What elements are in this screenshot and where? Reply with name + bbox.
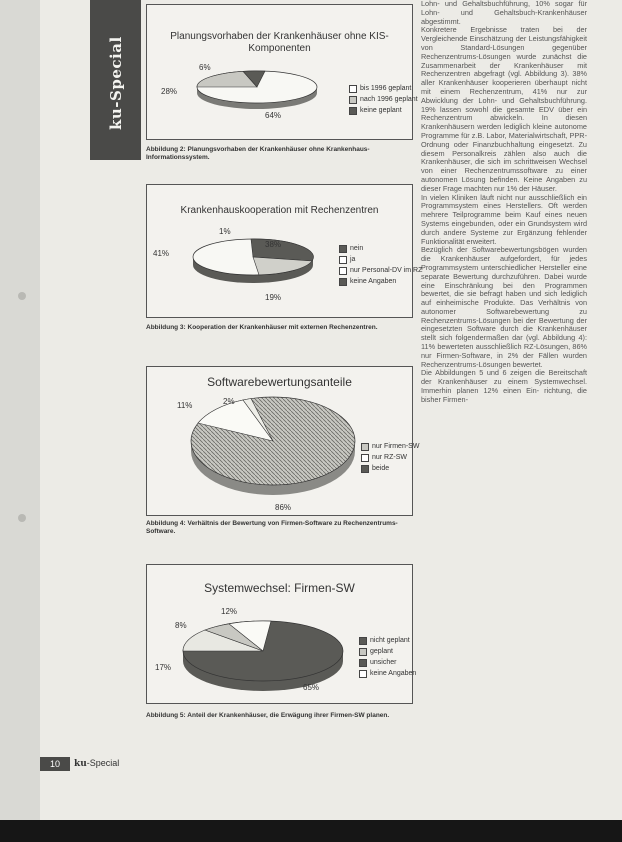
legend-item: ja: [339, 254, 422, 265]
legend-swatch: [359, 637, 367, 645]
figure-3-label-41: 41%: [153, 249, 170, 258]
legend-item: geplant: [359, 646, 416, 657]
figure-3-label-19: 19%: [265, 293, 282, 302]
legend-item: unsicher: [359, 657, 416, 668]
footer-brand: [74, 758, 119, 769]
figure-3: [146, 184, 423, 318]
binder-hole: [18, 292, 26, 300]
figure-5-label-8: 8%: [175, 621, 187, 630]
figure-2-legend: [349, 83, 418, 116]
figure-2-label-6: 6%: [199, 63, 211, 72]
figure-3-label-1: 1%: [219, 227, 231, 236]
legend-swatch: [359, 648, 367, 656]
figure-4-legend: [361, 441, 419, 474]
figure-2-title-line1: Planungsvorhaben der Krankenhäuser ohne KIS-: [170, 31, 389, 42]
figure-4-caption: Abbildung 4: Verhältnis der Bewertung von Firmen-Software zu Rechenzentrums-Software.: [146, 520, 398, 535]
legend-item: keine Angaben: [339, 276, 422, 287]
legend-swatch: [359, 670, 367, 678]
figure-5-label-17: 17%: [155, 663, 172, 672]
legend-item: keine geplant: [349, 105, 418, 116]
figure-4-label-86: 86%: [275, 503, 292, 512]
figure-5-caption: Abbildung 5: Anteil der Krankenhäuser, die Erwägung ihrer Firmen-SW planen.: [146, 712, 390, 719]
legend-swatch: [361, 454, 369, 462]
scan-bottom-edge: [0, 820, 622, 842]
legend-item: nach 1996 geplant: [349, 94, 418, 105]
footer-brand-suffix: -Special: [86, 758, 120, 768]
legend-item: nur RZ-SW: [361, 452, 419, 463]
figure-5: [146, 564, 417, 704]
legend-item: nein: [339, 243, 422, 254]
figure-5-legend: [359, 635, 416, 679]
legend-swatch: [361, 443, 369, 451]
figure-5-pie: [147, 565, 412, 703]
legend-item: bis 1996 geplant: [349, 83, 418, 94]
figure-2-label-28: 28%: [161, 87, 178, 96]
legend-item: keine Angaben: [359, 668, 416, 679]
figure-4-label-2: 2%: [223, 397, 235, 406]
figure-3-label-38: 38%: [265, 240, 282, 249]
figure-4: [146, 366, 420, 516]
legend-swatch: [361, 465, 369, 473]
body-paragraph: Die Abbildungen 5 und 6 zeigen die Bereitschaft der Krankenhäuser zu einem Systemwechsel. Immerhin planen 12% einen Ein- richtung, die bisher Firmen-: [421, 368, 587, 404]
legend-item: nicht geplant: [359, 635, 416, 646]
body-paragraph: Bezüglich der Softwarebewertungsbögen wurden die Krankenhäuser aufgefordert, für jedes Programmsystem unterschiedlicher Hersteller eine separate Bewertung durchzuführen. Dabei wurde eine Einschränkung bei den Programmen bewertet, die sie befragt haben und sich lediglich auf einheimische Produkte. Das Verhältnis von autonomer Softwarebewertung zu Rechenzentrums-Lösungen bei der Bewertung der eingesetzten Software durch die Krankenhäuser stellt sich folgendermaßen dar (vgl. Abbildung 4): 11% bewerteten ausschließlich RZ-Lösungen, 86% nur Firmen-Software, in 2% der Fällen wurden Rechenzentrums-Lösungen bewertet.: [421, 245, 587, 369]
figure-5-label-65: 65%: [303, 683, 320, 692]
figure-2-label-64: 64%: [265, 111, 282, 120]
legend-swatch: [339, 245, 347, 253]
figure-2: [146, 4, 418, 140]
sidebar-label: ku-Special: [107, 36, 125, 130]
legend-swatch: [349, 96, 357, 104]
binder-hole: [18, 514, 26, 522]
legend-swatch: [349, 107, 357, 115]
body-paragraph: Konkretere Ergebnisse traten bei der Vergleichende Einschätzung der Leistungsfähigkeit von Standard-Lösungen gegenüber Rechenzentrums-Lösungen wurde zunächst die Zusammenarbeit der Krankenhäuser mit Rechenzentren abgefragt (vgl. Abbildung 3). 38% aller Krankenhäuser kooperieren überhaupt nicht mit einem Rechenzentrum, 41% nur zur Abwicklung der Lohn- und Gehaltsbuchführung. 19% lassen sowohl die gesamte EDV über ein Rechenzentrum abwickeln. In diesen Krankenhäusern werden lediglich kleine autonome Programme für z.B. Labor, Materialwirtschaft, PPR-Ordnung oder Finanzbuchhaltung eingesetzt. Zu diesem Personalkreis zählen also auch die Krankenhäuser, die sich im schrittweisen Wechsel von einer Rechenzentrumssoftware zu einer autonomen Lösung befinden. Keine Angaben zu dieser Frage machten nur 1% der Häuser.: [421, 25, 587, 193]
legend-swatch: [339, 278, 347, 286]
figure-5-label-12: 12%: [221, 607, 238, 616]
legend-item: nur Personal-DV im RZ: [339, 265, 422, 276]
page-number: 10: [40, 757, 70, 771]
figure-3-caption: Abbildung 3: Kooperation der Krankenhäuser mit externen Rechenzentren.: [146, 324, 378, 331]
figure-3-legend: [339, 243, 422, 287]
figure-2-title-line2: Komponenten: [248, 43, 311, 54]
figure-4-label-11: 11%: [177, 401, 193, 410]
legend-item: beide: [361, 463, 419, 474]
figure-3-title: Krankenhauskooperation mit Rechenzentren: [180, 205, 379, 216]
figure-2-caption: Abbildung 2: Planungsvorhaben der Krankenhäuser ohne Krankenhaus-Informationssystem.: [146, 146, 370, 161]
footer-brand-prefix: ku: [74, 759, 87, 769]
legend-swatch: [359, 659, 367, 667]
figure-5-title: Systemwechsel: Firmen-SW: [204, 581, 355, 595]
legend-swatch: [339, 256, 347, 264]
legend-swatch: [349, 85, 357, 93]
body-paragraph: Lohn- und Gehaltsbuchführung, 10% sogar für Lohn- und Gehaltsbuch-Krankenhäuser abgestimmt.: [421, 0, 587, 26]
body-paragraph: In vielen Kliniken läuft nicht nur ausschließlich ein Programmsystem eines Herstellers. Oft werden mehrere Teilprogramme beim Kauf eines neuen Systems eingebunden, oder ein Grundsystem wird durch andere Systeme zur Ergänzung fehlender Funktionalität erweitert.: [421, 192, 587, 246]
figure-4-title: Softwarebewertungsanteile: [207, 375, 352, 389]
legend-item: nur Firmen-SW: [361, 441, 419, 452]
body-text-column: [421, 0, 587, 405]
legend-swatch: [339, 267, 347, 275]
